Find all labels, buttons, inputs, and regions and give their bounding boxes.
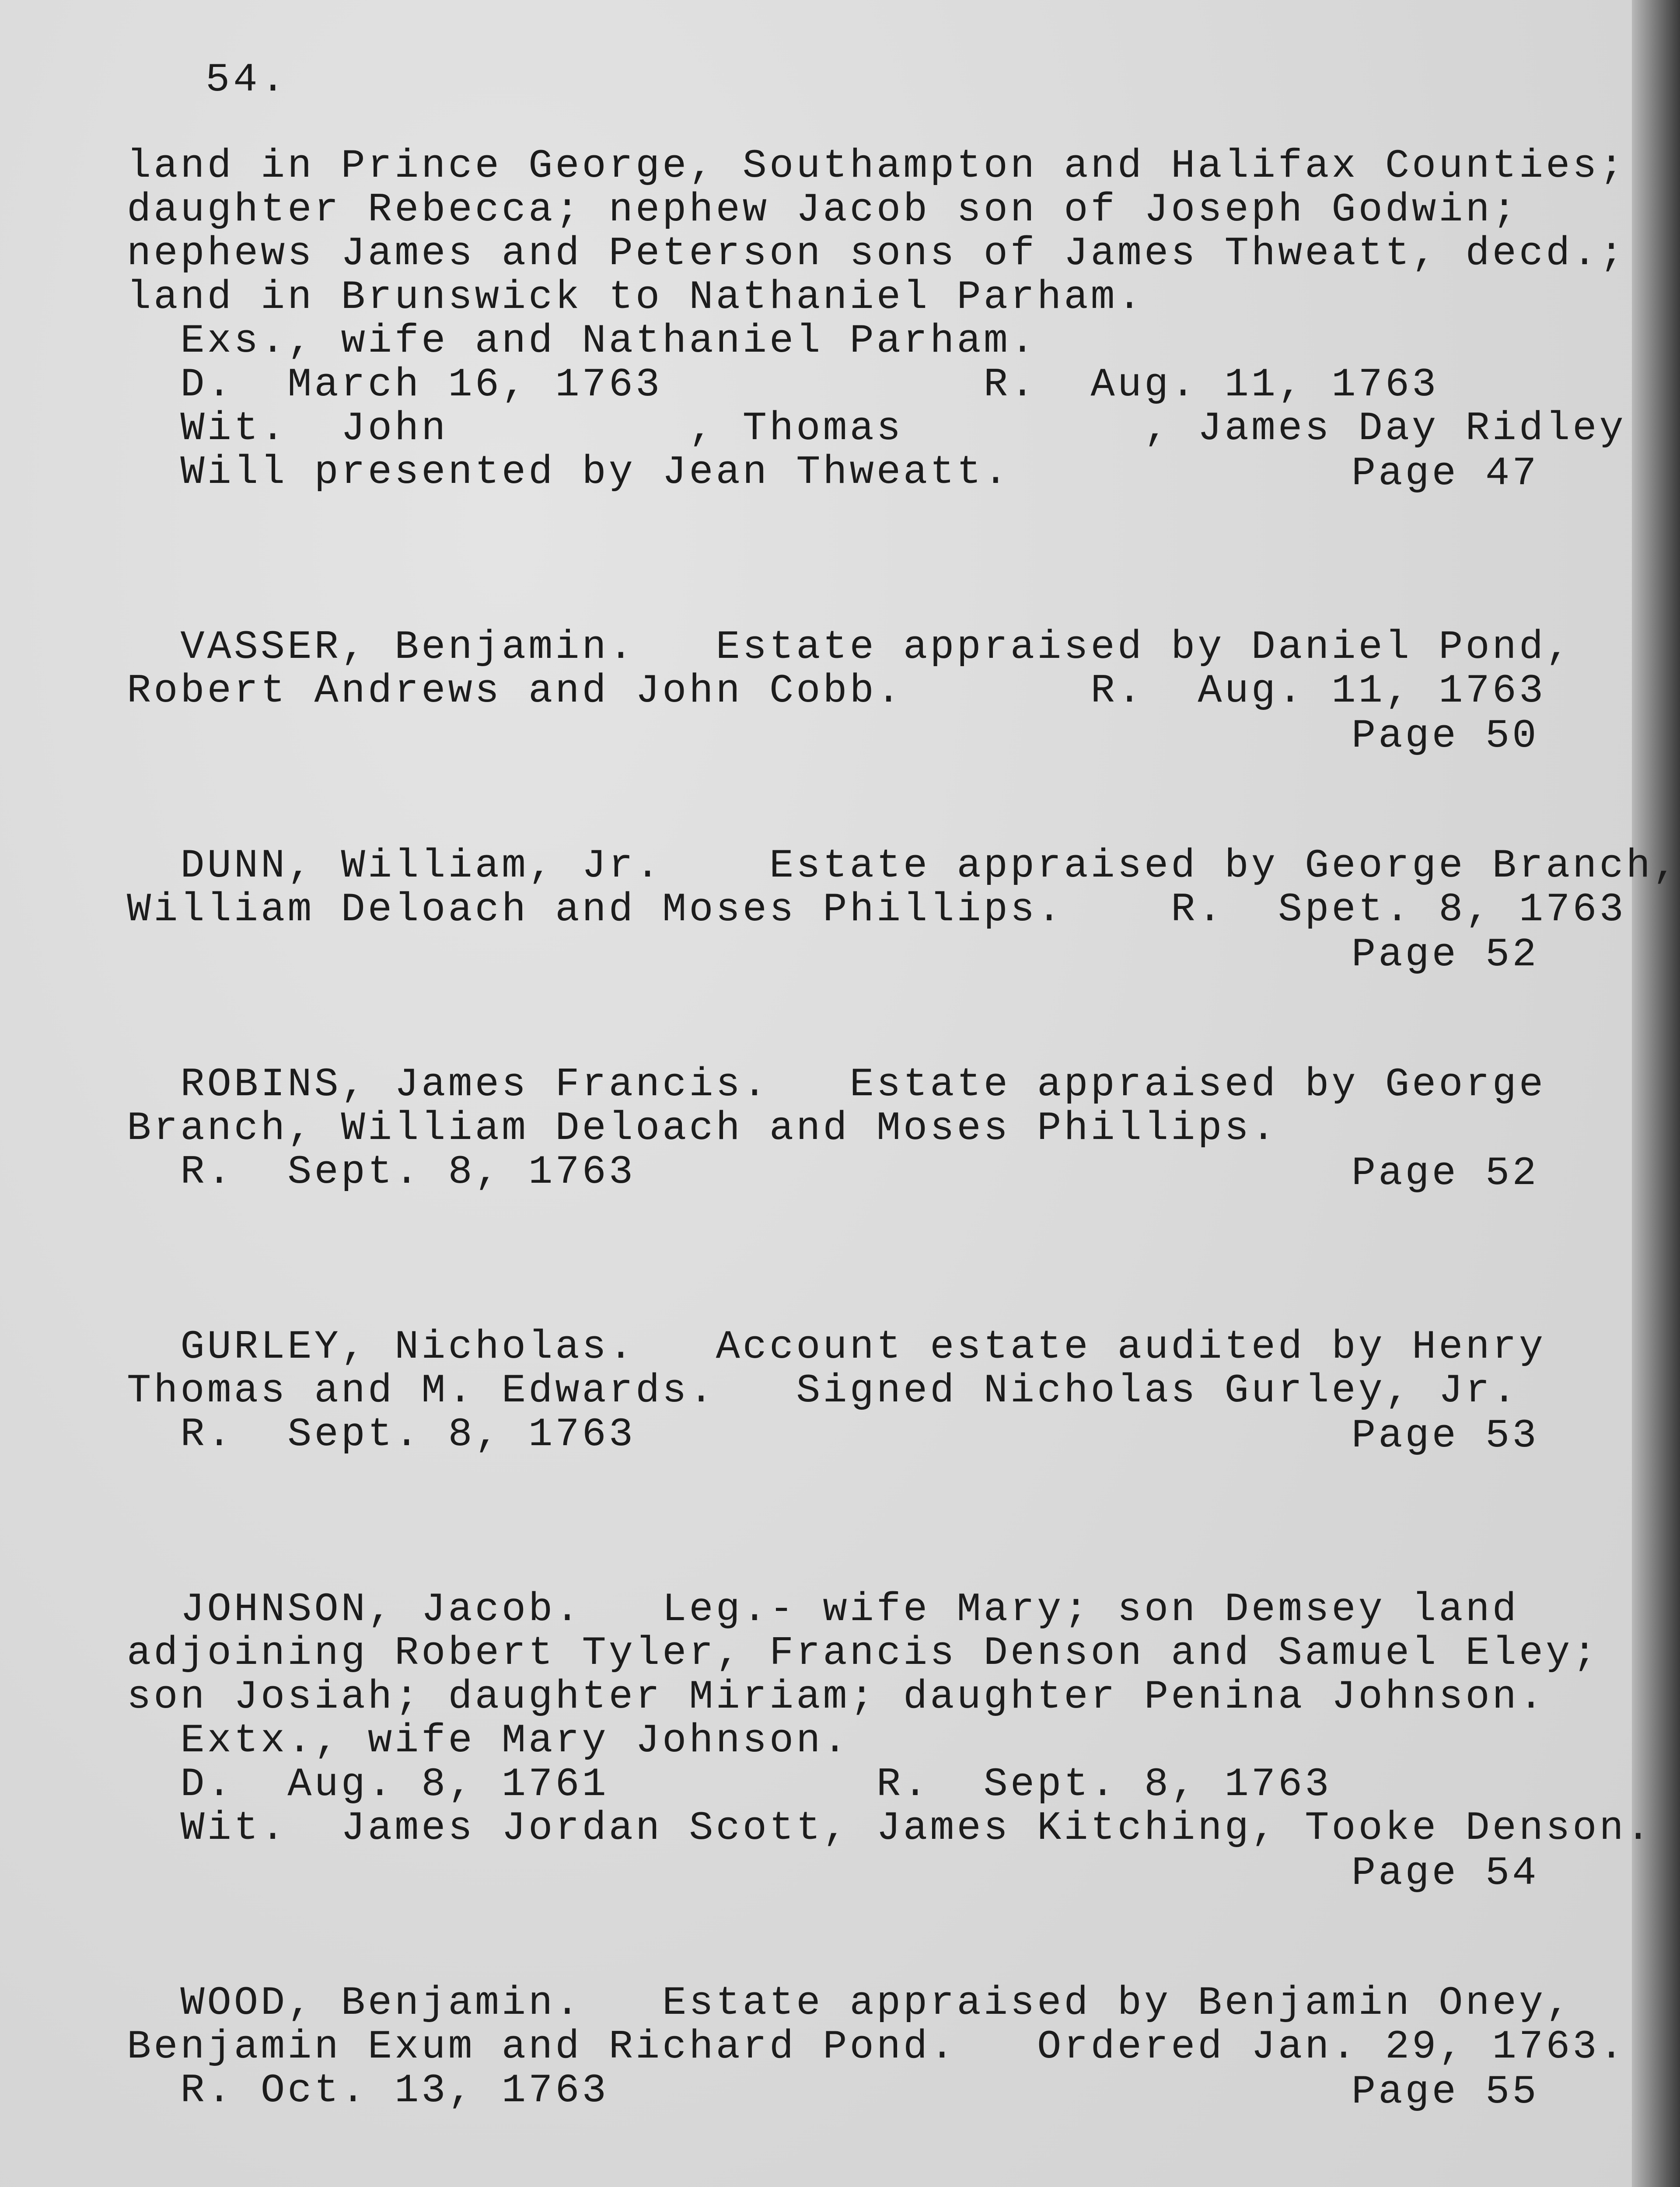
entry-line: R. Sept. 8, 1763 [127, 1411, 636, 1457]
entry-line: JOHNSON, Jacob. Leg.- wife Mary; son Demsey land [127, 1586, 1519, 1632]
page-reference: Page 47 [1352, 451, 1539, 496]
entry-line: DUNN, William, Jr. Estate appraised by George Branch, [127, 843, 1680, 889]
entry-line: Wit. James Jordan Scott, James Kitching, Tooke Denson. [127, 1805, 1653, 1851]
page-number: 54. [206, 57, 289, 103]
entry-line: R. Oct. 13, 1763 [127, 2068, 609, 2114]
entry-line: D. Aug. 8, 1761 R. Sept. 8, 1763 [127, 1761, 1332, 1807]
entry-line: Will presented by Jean Thweatt. [127, 449, 1010, 495]
entry-line: Benjamin Exum and Richard Pond. Ordered Jan. 29, 1763. [127, 2024, 1626, 2070]
entry-line: Wit. John , Thomas , James Day Ridley [127, 405, 1626, 451]
entry-line: D. March 16, 1763 R. Aug. 11, 1763 [127, 362, 1439, 408]
entry-line: Thomas and M. Edwards. Signed Nicholas Gurley, Jr. [127, 1368, 1519, 1414]
page-reference: Page 55 [1352, 2069, 1539, 2115]
entry-line: R. Sept. 8, 1763 [127, 1149, 636, 1195]
entry-line: Branch, William Deloach and Moses Phillips. [127, 1105, 1278, 1151]
page-reference: Page 52 [1352, 1150, 1539, 1196]
page-reference: Page 50 [1352, 713, 1539, 759]
entry-line: adjoining Robert Tyler, Francis Denson and Samuel Eley; [127, 1630, 1600, 1676]
entry-line: VASSER, Benjamin. Estate appraised by Daniel Pond, [127, 624, 1573, 670]
entry-line: Robert Andrews and John Cobb. R. Aug. 11, 1763 [127, 668, 1546, 714]
entry-line: GURLEY, Nicholas. Account estate audited by Henry [127, 1324, 1546, 1370]
entry-line: daughter Rebecca; nephew Jacob son of Joseph Godwin; [127, 187, 1519, 233]
page-reference: Page 52 [1352, 932, 1539, 978]
entry-line: WOOD, Benjamin. Estate appraised by Benjamin Oney, [127, 1980, 1573, 2026]
book-spine-shadow [1632, 0, 1680, 2187]
page-reference: Page 54 [1352, 1850, 1539, 1896]
entry-line: son Josiah; daughter Miriam; daughter Penina Johnson. [127, 1674, 1546, 1720]
entry-line: ROBINS, James Francis. Estate appraised by George [127, 1062, 1546, 1107]
entry-line: Exs., wife and Nathaniel Parham. [127, 318, 1037, 364]
entry-line: Extx., wife Mary Johnson. [127, 1718, 850, 1764]
entry-line: William Deloach and Moses Phillips. R. Spet. 8, 1763 [127, 887, 1626, 933]
entry-line: land in Prince George, Southampton and Halifax Counties; [127, 143, 1626, 189]
entry-line: nephews James and Peterson sons of James Thweatt, decd.; [127, 231, 1626, 276]
entry-line: land in Brunswick to Nathaniel Parham. [127, 274, 1144, 320]
page-reference: Page 53 [1352, 1413, 1539, 1459]
